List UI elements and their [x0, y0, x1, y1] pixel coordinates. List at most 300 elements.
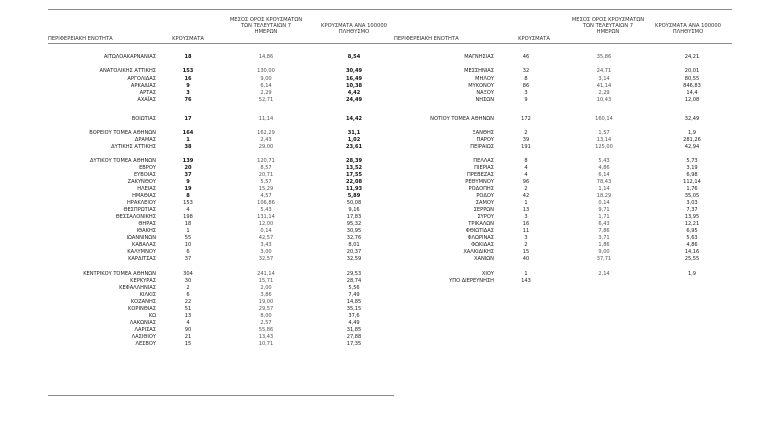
avg-value: 6,43 — [598, 221, 610, 227]
region-name: ΑΡΓΟΛΙΔΑΣ — [127, 76, 156, 82]
rate-value: 6,98 — [686, 172, 698, 178]
table-row — [48, 228, 394, 234]
rate-value: 1,9 — [687, 130, 697, 136]
rate-value: 80,55 — [684, 76, 700, 82]
rate-value: 28,74 — [346, 278, 362, 284]
rate-value: 12,21 — [684, 221, 700, 227]
rate-value: 12,08 — [684, 97, 700, 103]
region-name: ΧΑΛΚΙΔΙΚΗΣ — [463, 249, 494, 255]
table-row — [386, 83, 732, 89]
cases-value: 4 — [186, 320, 190, 326]
avg-value: 7,86 — [598, 228, 610, 234]
cases-value: 4 — [186, 207, 190, 213]
avg-value: 5,43 — [598, 158, 610, 164]
avg-value: 241,14 — [257, 271, 275, 277]
rate-value: 16,49 — [345, 76, 363, 82]
avg-value: 19,00 — [258, 299, 274, 305]
region-name: ΠΡΕΒΕΖΑΣ — [466, 172, 494, 178]
rate-value: 5,73 — [686, 158, 698, 164]
cases-value: 2 — [524, 130, 528, 136]
table-row — [386, 242, 732, 248]
region-name: ΥΠΟ ΔΙΕΡΕΥΝΗΣΗ — [449, 278, 494, 284]
table-row — [386, 144, 732, 150]
region-name: ΧΑΝΙΩΝ — [474, 256, 494, 262]
rate-value: 17,83 — [346, 214, 362, 220]
table-row — [48, 242, 394, 248]
table-row — [386, 97, 732, 103]
region-name: ΚΟΡΙΝΘΙΑΣ — [128, 306, 156, 312]
covid-cases-table — [48, 9, 732, 395]
cases-value: 11 — [522, 228, 530, 234]
cases-value: 8 — [524, 158, 528, 164]
cases-value: 153 — [182, 68, 194, 74]
rate-value: 30,95 — [346, 228, 362, 234]
rate-value: 14,4 — [686, 90, 698, 96]
avg-value: 1,71 — [598, 214, 610, 220]
avg-value: 8,00 — [260, 313, 272, 319]
rate-value: 13,95 — [684, 214, 700, 220]
table-row — [48, 193, 394, 199]
region-name: ΚΑΛΥΜΝΟΥ — [127, 249, 156, 255]
region-name: ΝΗΣΩΝ — [475, 97, 494, 103]
region-name: ΠΙΕΡΙΑΣ — [474, 165, 494, 171]
rate-value: 25,55 — [684, 256, 700, 262]
region-name: ΜΥΚΟΝΟΥ — [468, 83, 494, 89]
region-name: ΑΧΑΪΑΣ — [137, 97, 156, 103]
cases-value: 18 — [184, 54, 192, 60]
region-name: ΜΗΛΟΥ — [475, 76, 494, 82]
region-name: ΝΑΞΟΥ — [476, 90, 494, 96]
cases-value: 9 — [186, 83, 190, 89]
region-name: ΖΑΚΥΝΘΟΥ — [127, 179, 156, 185]
avg-value: 9,71 — [598, 207, 610, 213]
region-name: ΑΡΚΑΔΙΑΣ — [130, 83, 156, 89]
table-row — [386, 90, 732, 96]
rate-value: 4,49 — [348, 320, 360, 326]
table-row — [48, 292, 394, 298]
avg-value: 15,29 — [258, 186, 274, 192]
table-row — [386, 235, 732, 241]
avg-value: 4,57 — [260, 193, 272, 199]
avg-value: 2,00 — [260, 285, 272, 291]
cases-value: 46 — [522, 54, 530, 60]
rate-value: 24,49 — [345, 97, 363, 103]
left-header-avg-1: ΜΕΣΟΣ ΟΡΟΣ ΚΡΟΥΣΜΑΤΩΝ — [229, 17, 303, 23]
region-name: ΡΟΔΟΥ — [476, 193, 494, 199]
avg-value: 1,57 — [598, 130, 610, 136]
table-row — [386, 172, 732, 178]
rate-value: 7,37 — [686, 207, 698, 213]
region-name: ΔΥΤΙΚΗΣ ΑΤΤΙΚΗΣ — [111, 144, 156, 150]
region-name: ΕΒΡΟΥ — [139, 165, 156, 171]
rate-value: 31,1 — [347, 130, 361, 136]
table-row — [386, 68, 732, 74]
table-row — [48, 200, 394, 206]
region-name: ΔΥΤΙΚΟΥ ΤΟΜΕΑ ΑΘΗΝΩΝ — [90, 158, 156, 164]
left-header-rate-1: ΚΡΟΥΣΜΑΤΑ ΑΝΑ 100000 — [321, 23, 387, 29]
region-name: ΔΡΑΜΑΣ — [134, 137, 156, 143]
rate-value: 4,86 — [686, 242, 698, 248]
rate-value: 35,05 — [684, 193, 700, 199]
rate-value: 95,32 — [346, 221, 362, 227]
bottom-rule-left — [48, 395, 394, 396]
avg-value: 3,43 — [260, 242, 272, 248]
cases-value: 4 — [524, 165, 528, 171]
table-row — [386, 116, 732, 122]
rate-value: 1,76 — [686, 186, 698, 192]
rate-value: 8,54 — [347, 54, 361, 60]
rate-value: 31,85 — [346, 327, 362, 333]
table-row — [48, 90, 394, 96]
rate-value: 846,83 — [683, 83, 701, 89]
rate-value: 1,9 — [687, 271, 697, 277]
rate-value: 4,42 — [347, 90, 361, 96]
table-row — [48, 278, 394, 284]
region-name: ΙΩΑΝΝΙΝΩΝ — [126, 235, 156, 241]
table-row — [48, 221, 394, 227]
region-name: ΤΡΙΚΑΛΩΝ — [468, 221, 494, 227]
avg-value: 15,71 — [258, 278, 274, 284]
rate-value: 5,89 — [347, 193, 361, 199]
rate-value: 50,08 — [346, 200, 362, 206]
cases-value: 37 — [184, 256, 192, 262]
cases-value: 143 — [521, 278, 531, 284]
rate-value: 5,56 — [348, 285, 360, 291]
cases-value: 76 — [184, 97, 192, 103]
avg-value: 3,14 — [598, 76, 610, 82]
cases-value: 15 — [522, 249, 530, 255]
region-name: ΙΘΑΚΗΣ — [136, 228, 156, 234]
table-row — [48, 97, 394, 103]
cases-value: 20 — [184, 165, 192, 171]
left-header-region: ΠΕΡΙΦΕΡΕΙΑΚΗ ΕΝΟΤΗΤΑ — [48, 36, 113, 42]
table-row — [386, 256, 732, 262]
region-name: ΗΜΑΘΙΑΣ — [132, 193, 156, 199]
cases-value: 13 — [522, 207, 530, 213]
rate-value: 20,01 — [684, 68, 700, 74]
region-name: ΡΕΘΥΜΝΟΥ — [465, 179, 494, 185]
region-name: ΣΕΡΡΩΝ — [473, 207, 494, 213]
region-name: ΜΕΣΣΗΝΙΑΣ — [464, 68, 494, 74]
right-header-rate-2: ΠΛΗΘΥΣΜΟ — [672, 29, 704, 35]
right-header-avg-2: ΤΩΝ ΤΕΛΕΥΤΑΙΩΝ 7 — [582, 23, 634, 29]
region-name: ΚΑΡΔΙΤΣΑΣ — [128, 256, 156, 262]
avg-value: 18,29 — [596, 193, 612, 199]
avg-value: 125,00 — [595, 144, 613, 150]
rate-value: 14,16 — [684, 249, 700, 255]
cases-value: 17 — [184, 116, 192, 122]
region-name: ΛΕΣΒΟΥ — [135, 341, 156, 347]
top-rule — [48, 9, 732, 10]
rate-value: 3,19 — [686, 165, 698, 171]
cases-value: 39 — [522, 137, 530, 143]
avg-value: 1,86 — [598, 242, 610, 248]
avg-value: 106,86 — [257, 200, 275, 206]
cases-value: 1 — [524, 200, 528, 206]
avg-value: 20,71 — [258, 172, 274, 178]
rate-value: 29,53 — [346, 271, 362, 277]
table-row — [48, 249, 394, 255]
avg-value: 13,14 — [596, 137, 612, 143]
cases-value: 153 — [183, 200, 193, 206]
table-row — [386, 249, 732, 255]
avg-value: 2,43 — [260, 137, 272, 143]
region-name: ΗΛΕΙΑΣ — [137, 186, 156, 192]
cases-value: 96 — [522, 179, 530, 185]
cases-value: 1 — [524, 271, 528, 277]
rate-value: 28,39 — [345, 158, 363, 164]
table-row — [386, 137, 732, 143]
table-row — [386, 54, 732, 60]
cases-value: 9 — [524, 97, 528, 103]
table-row — [48, 83, 394, 89]
avg-value: 12,00 — [258, 221, 274, 227]
cases-value: 6 — [186, 249, 190, 255]
rate-value: 10,38 — [345, 83, 363, 89]
table-row — [48, 341, 394, 347]
table-row — [48, 144, 394, 150]
avg-value: 160,14 — [595, 116, 613, 122]
avg-value: 120,71 — [257, 158, 275, 164]
region-name: ΦΩΚΙΔΑΣ — [471, 242, 494, 248]
rate-value: 17,55 — [345, 172, 363, 178]
cases-value: 51 — [184, 306, 192, 312]
table-row — [386, 179, 732, 185]
region-name: ΣΥΡΟΥ — [477, 214, 494, 220]
rate-value: 9,16 — [348, 207, 360, 213]
cases-value: 8 — [186, 193, 190, 199]
avg-value: 2,29 — [598, 90, 610, 96]
rate-value: 112,14 — [683, 179, 701, 185]
cases-value: 18 — [184, 221, 192, 227]
table-row — [48, 306, 394, 312]
table-row — [48, 299, 394, 305]
region-name: ΞΑΝΘΗΣ — [472, 130, 494, 136]
avg-value: 130,00 — [257, 68, 275, 74]
rate-value: 27,88 — [346, 334, 362, 340]
cases-value: 139 — [182, 158, 194, 164]
region-name: ΚΟΖΑΝΗΣ — [130, 299, 156, 305]
region-name: ΜΑΓΝΗΣΙΑΣ — [464, 54, 494, 60]
region-name: ΘΗΡΑΣ — [138, 221, 156, 227]
rate-value: 30,49 — [345, 68, 363, 74]
avg-value: 1,14 — [598, 186, 610, 192]
region-name: ΑΡΤΑΣ — [139, 90, 156, 96]
avg-value: 52,71 — [258, 97, 274, 103]
table-row — [48, 271, 394, 277]
avg-value: 6,14 — [260, 83, 272, 89]
cases-value: 1 — [186, 228, 190, 234]
region-name: ΚΕΦΑΛΛΗΝΙΑΣ — [119, 285, 156, 291]
region-name: ΚΙΛΚΙΣ — [139, 292, 156, 298]
avg-value: 10,43 — [596, 97, 612, 103]
avg-value: 29,00 — [258, 144, 274, 150]
cases-value: 2 — [524, 186, 528, 192]
cases-value: 2 — [186, 285, 190, 291]
cases-value: 30 — [184, 278, 192, 284]
table-row — [386, 165, 732, 171]
rate-value: 5,63 — [686, 235, 698, 241]
table-row — [48, 313, 394, 319]
rate-value: 281,26 — [683, 137, 701, 143]
table-row — [48, 256, 394, 262]
rate-value: 7,49 — [348, 292, 360, 298]
table-row — [48, 186, 394, 192]
rate-value: 37,6 — [348, 313, 360, 319]
cases-value: 40 — [522, 256, 530, 262]
avg-value: 2,29 — [260, 90, 272, 96]
region-name: ΛΑΡΙΣΑΣ — [134, 327, 156, 333]
rate-value: 32,49 — [684, 116, 700, 122]
rate-value: 14,42 — [345, 116, 363, 122]
rate-value: 17,35 — [346, 341, 362, 347]
table-row — [386, 200, 732, 206]
avg-value: 24,71 — [596, 68, 612, 74]
table-row — [48, 165, 394, 171]
cases-value: 3 — [186, 90, 190, 96]
table-row — [386, 221, 732, 227]
avg-value: 78,43 — [596, 179, 612, 185]
avg-value: 32,57 — [258, 256, 274, 262]
avg-value: 37,71 — [596, 256, 612, 262]
right-header-rate-1: ΚΡΟΥΣΜΑΤΑ ΑΝΑ 100000 — [655, 23, 721, 29]
table-row — [386, 271, 732, 277]
region-name: ΠΑΡΟΥ — [476, 137, 494, 143]
region-name: ΕΥΒΟΙΑΣ — [133, 172, 156, 178]
avg-value: 5,43 — [260, 207, 272, 213]
rate-value: 23,61 — [345, 144, 363, 150]
table-row — [386, 214, 732, 220]
region-name: ΝΟΤΙΟΥ ΤΟΜΕΑ ΑΘΗΝΩΝ — [430, 116, 494, 122]
cases-value: 55 — [184, 235, 192, 241]
cases-value: 164 — [182, 130, 194, 136]
cases-value: 10 — [184, 242, 192, 248]
left-header-rate-2: ΠΛΗΘΥΣΜΟ — [338, 29, 370, 35]
region-name: ΑΝΑΤΟΛΙΚΗΣ ΑΤΤΙΚΗΣ — [99, 68, 156, 74]
avg-value: 8,57 — [260, 165, 272, 171]
table-row — [386, 193, 732, 199]
region-name: ΑΙΤΩΛΟΑΚΑΡΝΑΝΙΑΣ — [103, 54, 156, 60]
avg-value: 4,86 — [598, 165, 610, 171]
table-row — [386, 278, 732, 284]
table-row — [48, 285, 394, 291]
region-name: ΚΕΝΤΡΙΚΟΥ ΤΟΜΕΑ ΑΘΗΝΩΝ — [83, 271, 156, 277]
region-name: ΦΘΙΩΤΙΔΑΣ — [465, 228, 494, 234]
cases-value: 22 — [184, 299, 192, 305]
table-row — [386, 158, 732, 164]
region-name: ΚΑΒΑΛΑΣ — [132, 242, 156, 248]
table-row — [48, 116, 394, 122]
rate-value: 20,37 — [346, 249, 362, 255]
rate-value: 35,15 — [346, 306, 362, 312]
left-header-avg-3: ΗΜΕΡΩΝ — [254, 29, 278, 35]
rate-value: 11,93 — [345, 186, 363, 192]
table-row — [48, 130, 394, 136]
avg-value: 131,14 — [257, 214, 275, 220]
table-row — [386, 207, 732, 213]
avg-value: 162,29 — [257, 130, 275, 136]
rate-value: 1,02 — [347, 137, 361, 143]
left-header-avg-2: ΤΩΝ ΤΕΛΕΥΤΑΙΩΝ 7 — [240, 23, 292, 29]
cases-value: 1 — [186, 137, 190, 143]
region-name: ΗΡΑΚΛΕΙΟΥ — [126, 200, 156, 206]
rate-value: 8,01 — [348, 242, 360, 248]
cases-value: 90 — [184, 327, 192, 333]
cases-value: 15 — [184, 341, 192, 347]
avg-value: 0,14 — [260, 228, 272, 234]
rate-value: 3,03 — [686, 200, 698, 206]
rate-value: 13,52 — [345, 165, 363, 171]
table-row — [386, 76, 732, 82]
cases-value: 8 — [524, 76, 528, 82]
table-row — [48, 172, 394, 178]
rate-value: 32,76 — [346, 235, 362, 241]
cases-value: 3 — [524, 214, 528, 220]
region-name: ΘΕΣΣΑΛΟΝΙΚΗΣ — [115, 214, 156, 220]
region-name: ΛΑΚΩΝΙΑΣ — [129, 320, 156, 326]
avg-value: 42,57 — [258, 235, 274, 241]
cases-value: 16 — [184, 76, 192, 82]
avg-value: 3,00 — [260, 249, 272, 255]
table-row — [386, 228, 732, 234]
right-header-avg-3: ΗΜΕΡΩΝ — [596, 29, 620, 35]
avg-value: 35,86 — [596, 54, 612, 60]
avg-value: 0,14 — [598, 200, 610, 206]
table-row — [386, 130, 732, 136]
cases-value: 86 — [522, 83, 530, 89]
avg-value: 3,71 — [598, 235, 610, 241]
right-header-region: ΠΕΡΙΦΕΡΕΙΑΚΗ ΕΝΟΤΗΤΑ — [394, 36, 459, 42]
cases-value: 13 — [184, 313, 192, 319]
table-row — [48, 320, 394, 326]
cases-value: 2 — [524, 242, 528, 248]
cases-value: 42 — [522, 193, 530, 199]
avg-value: 10,71 — [258, 341, 274, 347]
table-row — [48, 214, 394, 220]
right-header-avg-1: ΜΕΣΟΣ ΟΡΟΣ ΚΡΟΥΣΜΑΤΩΝ — [571, 17, 645, 23]
cases-value: 3 — [524, 235, 528, 241]
avg-value: 14,86 — [258, 54, 274, 60]
region-name: ΚΩ — [148, 313, 156, 319]
rate-value: 22,08 — [345, 179, 363, 185]
avg-value: 55,86 — [258, 327, 274, 333]
cases-value: 16 — [522, 221, 530, 227]
region-name: ΠΕΛΛΑΣ — [473, 158, 494, 164]
cases-value: 198 — [183, 214, 193, 220]
cases-value: 304 — [183, 271, 193, 277]
table-row — [386, 186, 732, 192]
table-row — [48, 54, 394, 60]
region-name: ΡΟΔΟΠΗΣ — [468, 186, 494, 192]
table-row — [48, 137, 394, 143]
table-row — [48, 334, 394, 340]
avg-value: 41,14 — [596, 83, 612, 89]
table-row — [48, 179, 394, 185]
avg-value: 3,86 — [260, 292, 272, 298]
avg-value: 5,57 — [260, 179, 272, 185]
cases-value: 32 — [522, 68, 530, 74]
table-row — [48, 327, 394, 333]
right-header-cases: ΚΡΟΥΣΜΑΤΑ — [518, 36, 550, 42]
cases-value: 19 — [184, 186, 192, 192]
avg-value: 2,57 — [260, 320, 272, 326]
avg-value: 13,43 — [258, 334, 274, 340]
region-name: ΘΕΣΠΡΩΤΙΑΣ — [123, 207, 156, 213]
cases-value: 9 — [186, 179, 190, 185]
region-name: ΣΑΜΟΥ — [475, 200, 494, 206]
rate-value: 14,85 — [346, 299, 362, 305]
table-row — [48, 158, 394, 164]
